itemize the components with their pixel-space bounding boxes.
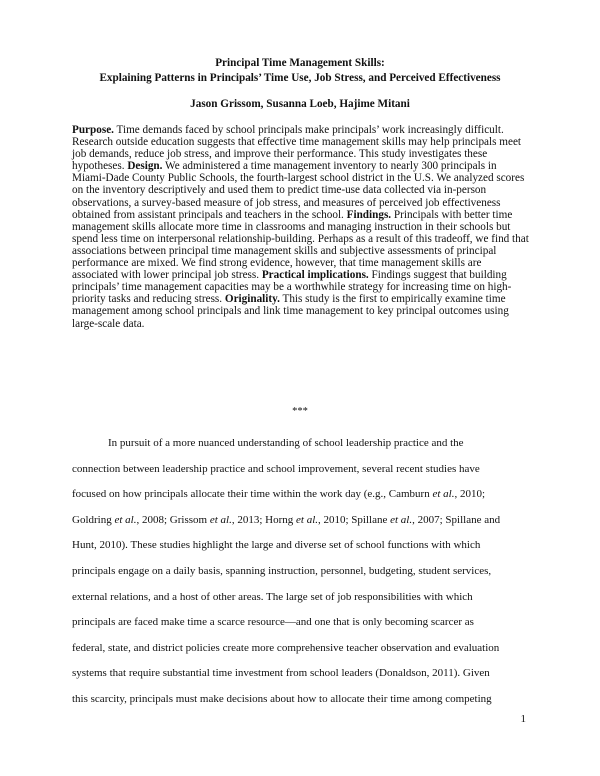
implications-label: Practical implications. <box>261 269 369 282</box>
paper-title-line-1: Principal Time Management Skills: <box>215 57 385 69</box>
purpose-label: Purpose. <box>72 124 114 136</box>
body-line: external relations, and a host of other areas. The large set of job responsibilities with which <box>72 590 473 603</box>
et-al-italic: et al. <box>209 513 232 526</box>
authors: Jason Grissom, Susanna Loeb, Hajime Mitani <box>190 98 410 110</box>
implications-text: Findings suggest that building principals’ time management capacities may be a worthwhile strategy for increasing time on high-priority tasks and reducing stress. <box>72 269 512 306</box>
body-line: systems that require substantial time investment from school leaders (Donaldson, 2011). Given <box>72 667 490 680</box>
body-line: In pursuit of a more nuanced understanding of school leadership practice and the <box>108 437 464 449</box>
originality-text: This study is the first to empirically examine time management among school principals and link time management to key principal outcomes using large-scale data. <box>72 293 509 330</box>
body-line: connection between leadership practice and school improvement, several recent studies have <box>72 462 480 475</box>
body-line: federal, state, and district policies create more comprehensive teacher observation and evaluation <box>72 641 500 654</box>
findings-label: Findings. <box>346 208 392 221</box>
body-text <box>72 431 534 713</box>
purpose-text: Time demands faced by school principals make principals’ work increasingly difficult. Research outside education suggests that effective time management skills may help principals meet job demands, reduce job stress, and improve their performance. This study investigates these hypotheses. <box>72 124 522 173</box>
section-separator: *** <box>292 406 308 417</box>
paper-title-line-2: Explaining Patterns in Principals’ Time Use, Job Stress, and Perceived Effectiveness <box>99 72 501 84</box>
abstract <box>72 124 530 330</box>
originality-label: Originality. <box>224 293 280 306</box>
et-al-italic: et al. <box>296 513 318 526</box>
body-line: Goldring et al., 2008; Grissom et al., 2013; Horng et al., 2010; Spillane et al., 2007; Spillane and <box>72 513 501 526</box>
design-text: We administered a time management inventory to nearly 300 principals in Miami-Dade County Public Schools, the fourth-largest school district in the U.S. We analyzed scores on the inventory descriptively and used them to predict time-use data collected via in-person observations, a survey-based measure of job stress, and measures of perceived job effectiveness obtained from assistant principals and teachers in the school. <box>72 160 525 221</box>
findings-text: Principals with better time management skills allocate more time in classrooms and managing instruction in their schools but spend less time on interpersonal relationship-building. Perhaps as a result of this tradeoff, we find that associations between principal time management skills and subjective assessments of principal performance are mixed. We find strong evidence, however, that time management skills are associated with lower principal job stress. <box>72 208 529 282</box>
design-label: Design. <box>127 160 163 173</box>
et-al-italic: et al. <box>432 488 455 501</box>
body-line: focused on how principals allocate their time within the work day (e.g., Camburn et al., 2010; <box>72 488 486 501</box>
body-line: Hunt, 2010). These studies highlight the large and diverse set of school functions with which <box>72 539 481 552</box>
body-line: this scarcity, principals must make decisions about how to allocate their time among competing <box>72 692 492 705</box>
body-line: principals engage on a daily basis, spanning instruction, personnel, budgeting, student services, <box>72 564 492 577</box>
page-number: 1 <box>520 713 526 725</box>
et-al-italic: et al. <box>390 513 413 526</box>
et-al-italic: et al. <box>114 513 137 526</box>
body-line: principals are faced make time a scarce resource—and one that is only becoming scarcer as <box>72 616 474 629</box>
